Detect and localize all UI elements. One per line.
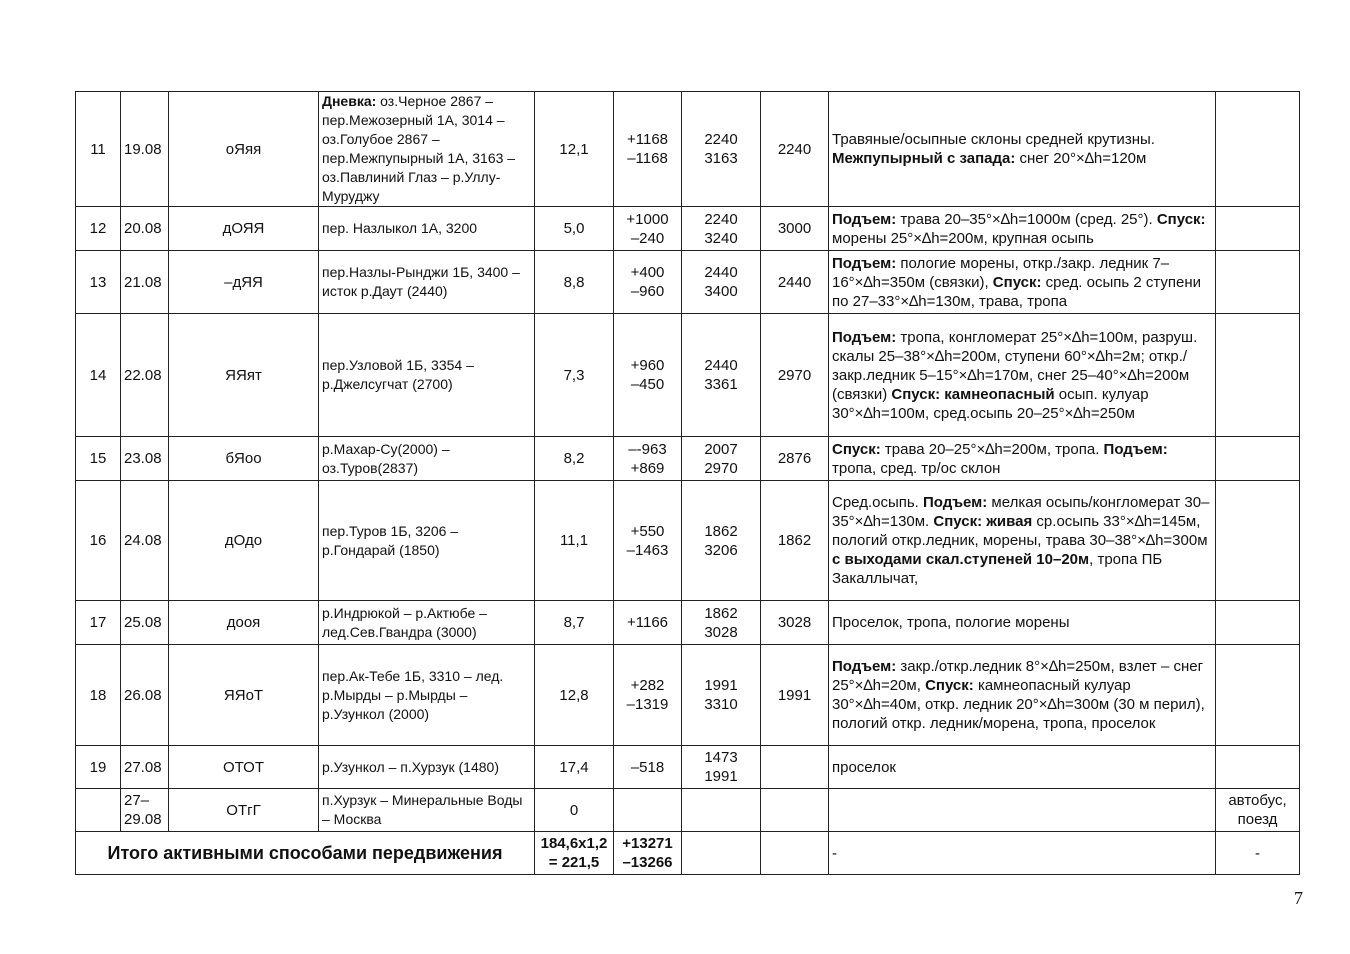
heights-cell: 2007 2970 bbox=[682, 437, 761, 481]
characteristics-text: морены 25°×∆h=200м, крупная осыпь bbox=[832, 229, 1094, 247]
section-bold: Дневка: bbox=[322, 93, 377, 109]
characteristics-cell bbox=[829, 251, 1216, 314]
characteristics-cell bbox=[829, 601, 1216, 645]
section-text: пер.Назлы-Рынджи 1Б, 3400 – исток р.Даут (2440) bbox=[322, 264, 520, 299]
night-height-cell: 1991 bbox=[761, 645, 829, 746]
section-cell bbox=[319, 746, 535, 789]
characteristics-cell bbox=[829, 207, 1216, 251]
night-height-cell: 2440 bbox=[761, 251, 829, 314]
elevation-cell: +282 –1319 bbox=[614, 645, 682, 746]
characteristics-text: камнеопасный кулуар 30°×∆h=40м, откр. ледник 20°×∆h=300м (30 м перил), пологий откр. ледник/морена, тропа, проселок bbox=[832, 677, 1205, 732]
total-night-empty bbox=[761, 832, 829, 875]
length-cell: 0 bbox=[535, 789, 614, 832]
table-row bbox=[76, 645, 1300, 746]
category-code: дОЯЯ bbox=[169, 207, 319, 251]
table-row bbox=[76, 481, 1300, 601]
heights-cell: 1991 3310 bbox=[682, 645, 761, 746]
section-text: пер.Узловой 1Б, 3354 – р.Джелсугчат (2700) bbox=[322, 357, 474, 392]
table-row bbox=[76, 207, 1300, 251]
page-number: 7 bbox=[1294, 888, 1303, 908]
total-elevation: +13271 –13266 bbox=[614, 832, 682, 875]
heights-cell: 1473 1991 bbox=[682, 746, 761, 789]
note-cell bbox=[1216, 92, 1300, 207]
date-cell: 24.08 bbox=[121, 481, 169, 601]
characteristics-bold-text: Подъем: bbox=[832, 254, 897, 272]
length-cell: 8,2 bbox=[535, 437, 614, 481]
date-cell: 26.08 bbox=[121, 645, 169, 746]
section-cell bbox=[319, 601, 535, 645]
table-row bbox=[76, 601, 1300, 645]
total-characteristics: - bbox=[829, 832, 1216, 875]
characteristics-text: мелкая осыпь/конгломерат 30–35°×∆h=130м. bbox=[832, 494, 1210, 530]
characteristics-text: пологие морены, откр./закр. ледник 7–16°×∆h=350м (связки), bbox=[832, 254, 1170, 291]
heights-cell: 1862 3028 bbox=[682, 601, 761, 645]
total-row bbox=[76, 832, 1300, 875]
section-cell bbox=[319, 437, 535, 481]
section-text: пер.Ак-Тебе 1Б, 3310 – лед. р.Мырды – р.Мырды – р.Узункол (2000) bbox=[322, 667, 504, 722]
elevation-cell: –-963 +869 bbox=[614, 437, 682, 481]
table-row bbox=[76, 314, 1300, 437]
section-text: р.Узункол – п.Хурзук (1480) bbox=[322, 758, 499, 775]
characteristics-bold-text: Спуск: живая bbox=[933, 513, 1033, 530]
elevation-cell: +960 –450 bbox=[614, 314, 682, 437]
date-cell: 27.08 bbox=[121, 746, 169, 789]
night-height-cell: 1862 bbox=[761, 481, 829, 601]
total-length: 184,6x1,2 = 221,5 bbox=[535, 832, 614, 875]
characteristics-bold-text: Подъем: bbox=[923, 494, 988, 511]
characteristics-bold-text: с выходами скал.ступеней 10–20м bbox=[832, 551, 1090, 568]
day-number: 14 bbox=[76, 314, 121, 437]
characteristics-text: осып. кулуар 30°×∆h=100м, сред.осыпь 20–25°×∆h=250м bbox=[832, 385, 1149, 422]
note-cell bbox=[1216, 601, 1300, 645]
characteristics-text: , тропа ПБ Закаллычат, bbox=[832, 551, 1163, 587]
characteristics-bold-text: Спуск: bbox=[832, 440, 881, 458]
section-text: пер.Туров 1Б, 3206 – р.Гондарай (1850) bbox=[322, 522, 459, 558]
characteristics-cell bbox=[829, 746, 1216, 789]
heights-cell bbox=[682, 789, 761, 832]
date-cell: 27– 29.08 bbox=[121, 789, 169, 832]
section-cell bbox=[319, 92, 535, 207]
characteristics-bold-text: Подъем: bbox=[1103, 440, 1168, 458]
section-cell bbox=[319, 251, 535, 314]
total-heights-empty bbox=[682, 832, 761, 875]
day-number bbox=[76, 789, 121, 832]
characteristics-text: закр./откр.ледник 8°×∆h=250м, взлет – снег 25°×∆h=20м, bbox=[832, 658, 1204, 694]
elevation-cell: +1000 –240 bbox=[614, 207, 682, 251]
heights-cell: 2440 3361 bbox=[682, 314, 761, 437]
heights-cell: 2240 3163 bbox=[682, 92, 761, 207]
category-code: ЯЯоТ bbox=[169, 645, 319, 746]
date-cell: 20.08 bbox=[121, 207, 169, 251]
category-code: дОдо bbox=[169, 481, 319, 601]
note-cell bbox=[1216, 645, 1300, 746]
characteristics-text: Травяные/осыпные склоны средней крутизны. bbox=[832, 131, 1155, 148]
category-code: ЯЯят bbox=[169, 314, 319, 437]
elevation-cell: +1166 bbox=[614, 601, 682, 645]
section-cell bbox=[319, 789, 535, 832]
section-text: р.Махар-Су(2000) – оз.Туров(2837) bbox=[322, 440, 450, 476]
category-code: оЯяя bbox=[169, 92, 319, 207]
length-cell: 12,8 bbox=[535, 645, 614, 746]
date-cell: 23.08 bbox=[121, 437, 169, 481]
characteristics-text: трава 20–35°×∆h=1000м (сред. 25°). bbox=[896, 210, 1157, 228]
note-cell bbox=[1216, 746, 1300, 789]
day-number: 15 bbox=[76, 437, 121, 481]
length-cell: 8,7 bbox=[535, 601, 614, 645]
section-text: р.Индрюкой – р.Актюбе – лед.Сев.Гвандра (3000) bbox=[322, 604, 487, 640]
day-number: 12 bbox=[76, 207, 121, 251]
night-height-cell: 3000 bbox=[761, 207, 829, 251]
characteristics-cell bbox=[829, 789, 1216, 832]
note-cell bbox=[1216, 207, 1300, 251]
day-number: 16 bbox=[76, 481, 121, 601]
day-number: 18 bbox=[76, 645, 121, 746]
length-cell: 12,1 bbox=[535, 92, 614, 207]
section-cell bbox=[319, 481, 535, 601]
night-height-cell bbox=[761, 746, 829, 789]
elevation-cell bbox=[614, 789, 682, 832]
characteristics-cell bbox=[829, 645, 1216, 746]
day-number: 17 bbox=[76, 601, 121, 645]
characteristics-text: тропа, конгломерат 25°×∆h=100м, разруш. скалы 25–38°×∆h=200м, ступени 60°×∆h=2м; откр./закр.ледник 5–15°×∆h=170м, снег 25–40°×∆h=200м (связки) bbox=[832, 328, 1198, 403]
route-table-body bbox=[76, 92, 1300, 875]
date-cell: 19.08 bbox=[121, 92, 169, 207]
category-code: ОТгГ bbox=[169, 789, 319, 832]
characteristics-bold-text: Спуск: bbox=[992, 273, 1042, 291]
characteristics-text: трава 20–25°×∆h=200м, тропа. bbox=[880, 440, 1104, 458]
length-cell: 17,4 bbox=[535, 746, 614, 789]
total-note: - bbox=[1216, 832, 1300, 875]
category-code: дооя bbox=[169, 601, 319, 645]
table-row bbox=[76, 92, 1300, 207]
note-cell bbox=[1216, 481, 1300, 601]
route-table bbox=[75, 91, 1300, 875]
table-row bbox=[76, 789, 1300, 832]
heights-cell: 2440 3400 bbox=[682, 251, 761, 314]
night-height-cell bbox=[761, 789, 829, 832]
category-code: –дЯЯ bbox=[169, 251, 319, 314]
category-code: бЯоо bbox=[169, 437, 319, 481]
night-height-cell: 2240 bbox=[761, 92, 829, 207]
elevation-cell: +550 –1463 bbox=[614, 481, 682, 601]
date-cell: 21.08 bbox=[121, 251, 169, 314]
total-label: Итого активными способами передвижения bbox=[76, 832, 535, 875]
characteristics-text: Сред.осыпь. bbox=[832, 494, 924, 511]
section-cell bbox=[319, 645, 535, 746]
elevation-cell: +1168 –1168 bbox=[614, 92, 682, 207]
length-cell: 7,3 bbox=[535, 314, 614, 437]
date-cell: 25.08 bbox=[121, 601, 169, 645]
characteristics-text: снег 20°×∆h=120м bbox=[1015, 150, 1147, 167]
note-cell: автобус, поезд bbox=[1216, 789, 1300, 832]
characteristics-cell bbox=[829, 481, 1216, 601]
characteristics-bold-text: Межпупырный с запада: bbox=[832, 150, 1016, 167]
night-height-cell: 2876 bbox=[761, 437, 829, 481]
characteristics-bold-text: Спуск: bbox=[1156, 210, 1206, 228]
note-cell bbox=[1216, 314, 1300, 437]
characteristics-bold-text: Подъем: bbox=[832, 210, 897, 228]
elevation-cell: +400 –960 bbox=[614, 251, 682, 314]
category-code: ОТОТ bbox=[169, 746, 319, 789]
night-height-cell: 3028 bbox=[761, 601, 829, 645]
characteristics-cell bbox=[829, 437, 1216, 481]
heights-cell: 2240 3240 bbox=[682, 207, 761, 251]
section-cell bbox=[319, 314, 535, 437]
characteristics-cell bbox=[829, 314, 1216, 437]
length-cell: 8,8 bbox=[535, 251, 614, 314]
section-text: пер. Назлыкол 1А, 3200 bbox=[322, 220, 478, 236]
note-cell bbox=[1216, 251, 1300, 314]
elevation-cell: –518 bbox=[614, 746, 682, 789]
characteristics-bold-text: Подъем: bbox=[832, 328, 897, 346]
heights-cell: 1862 3206 bbox=[682, 481, 761, 601]
note-cell bbox=[1216, 437, 1300, 481]
section-cell bbox=[319, 207, 535, 251]
date-cell: 22.08 bbox=[121, 314, 169, 437]
characteristics-text: проселок bbox=[832, 758, 896, 776]
day-number: 13 bbox=[76, 251, 121, 314]
characteristics-text: тропа, сред. тр/ос склон bbox=[832, 459, 1001, 477]
night-height-cell: 2970 bbox=[761, 314, 829, 437]
characteristics-text: ср.осыпь 33°×∆h=145м, пологий откр.ледник, морены, трава 30–38°×∆h=300м bbox=[832, 513, 1208, 549]
table-row bbox=[76, 746, 1300, 789]
day-number: 19 bbox=[76, 746, 121, 789]
characteristics-cell bbox=[829, 92, 1216, 207]
length-cell: 5,0 bbox=[535, 207, 614, 251]
characteristics-bold-text: Подъем: bbox=[832, 658, 897, 675]
table-row bbox=[76, 251, 1300, 314]
section-text: п.Хурзук – Минеральные Воды – Москва bbox=[322, 792, 523, 827]
characteristics-bold-text: Спуск: камнеопасный bbox=[891, 385, 1055, 403]
section-text: оз.Черное 2867 – пер.Межозерный 1А, 3014 – оз.Голубое 2867 – пер.Межпупырный 1А, 3163 – оз.Павлиний Глаз – р.Уллу-Муруджу bbox=[322, 93, 516, 204]
table-row bbox=[76, 437, 1300, 481]
characteristics-text: Проселок, тропа, пологие морены bbox=[832, 614, 1070, 631]
day-number: 11 bbox=[76, 92, 121, 207]
characteristics-bold-text: Спуск: bbox=[925, 677, 974, 694]
length-cell: 11,1 bbox=[535, 481, 614, 601]
characteristics-text: сред. осыпь 2 ступени по 27–33°×∆h=130м, трава, тропа bbox=[832, 273, 1202, 310]
